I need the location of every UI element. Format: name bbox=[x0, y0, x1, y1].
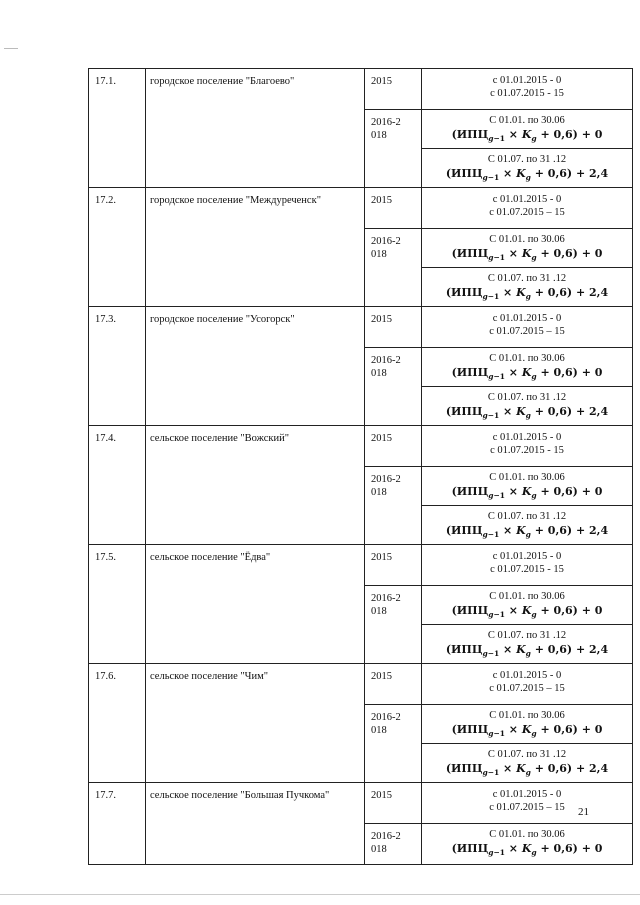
settlement-name: сельское поселение "Ёдва" bbox=[146, 545, 365, 664]
period-line: С 01.07. по 31 .12 bbox=[487, 154, 567, 165]
period-line: С 01.01. по 30.06 bbox=[489, 710, 565, 721]
value-second-half bbox=[422, 268, 633, 307]
settlement-name: сельское поселение "Вожский" bbox=[146, 426, 365, 545]
year-2016-2018: 2016-​2018 bbox=[365, 467, 422, 545]
formula: $(ИПЦ_{g-1} \times K_g + 0,6) + 0$ bbox=[451, 604, 603, 620]
formula: $(ИПЦ_{g-1} \times K_g + 0,6) + 2,4$ bbox=[445, 167, 609, 183]
value-line: с 01.01.2015 - 0 bbox=[492, 75, 562, 86]
value-line: с 01.01.2015 - 0 bbox=[492, 194, 562, 205]
period-line: С 01.01. по 30.06 bbox=[489, 234, 565, 245]
period-line: С 01.01. по 30.06 bbox=[489, 591, 565, 602]
year-2015: 2015 bbox=[365, 188, 422, 229]
value-second-half bbox=[422, 506, 633, 545]
value-second-half bbox=[422, 387, 633, 426]
period-line: С 01.01. по 30.06 bbox=[489, 472, 565, 483]
formula: $(ИПЦ_{g-1} \times K_g + 0,6) + 0$ bbox=[451, 485, 603, 501]
year-2015: 2015 bbox=[365, 783, 422, 824]
value-line: с 01.07.2015 – 15 bbox=[489, 326, 565, 337]
value-second-half bbox=[422, 625, 633, 664]
settlement-name: сельское поселение "Большая Пучкома" bbox=[146, 783, 365, 865]
year-2016-2018: 2016-​2018 bbox=[365, 586, 422, 664]
year-2016-2018: 2016-​2018 bbox=[365, 229, 422, 307]
table-row bbox=[89, 188, 633, 229]
value-line: с 01.07.2015 - 15 bbox=[490, 88, 564, 99]
value-2015 bbox=[422, 664, 633, 705]
value-first-half bbox=[422, 110, 633, 149]
row-number: 17.4. bbox=[89, 426, 146, 545]
page-number: 21 bbox=[578, 806, 589, 818]
year-2015: 2015 bbox=[365, 545, 422, 586]
year-2016-2018: 2016-​2018 bbox=[365, 824, 422, 865]
settlement-name: городское поселение "Благоево" bbox=[146, 69, 365, 188]
value-line: с 01.07.2015 – 15 bbox=[489, 802, 565, 813]
row-number: 17.5. bbox=[89, 545, 146, 664]
table-row bbox=[89, 664, 633, 705]
settlement-name: городское поселение "Усогорск" bbox=[146, 307, 365, 426]
formula: $(ИПЦ_{g-1} \times K_g + 0,6) + 2,4$ bbox=[445, 643, 609, 659]
formula: $(ИПЦ_{g-1} \times K_g + 0,6) + 2,4$ bbox=[445, 286, 609, 302]
value-line: с 01.01.2015 - 0 bbox=[492, 313, 562, 324]
year-2015: 2015 bbox=[365, 664, 422, 705]
value-first-half bbox=[422, 229, 633, 268]
row-number: 17.1. bbox=[89, 69, 146, 188]
value-line: с 01.07.2015 - 15 bbox=[490, 564, 564, 575]
table-row bbox=[89, 783, 633, 824]
year-2016-2018: 2016-​2018 bbox=[365, 705, 422, 783]
period-line: С 01.01. по 30.06 bbox=[489, 829, 565, 840]
value-second-half bbox=[422, 149, 633, 188]
table-row bbox=[89, 307, 633, 348]
value-second-half bbox=[422, 744, 633, 783]
table-row bbox=[89, 426, 633, 467]
table-row bbox=[89, 545, 633, 586]
period-line: С 01.07. по 31 .12 bbox=[487, 273, 567, 284]
value-2015 bbox=[422, 545, 633, 586]
row-number: 17.3. bbox=[89, 307, 146, 426]
year-2016-2018: 2016-​2018 bbox=[365, 110, 422, 188]
value-2015 bbox=[422, 188, 633, 229]
year-2015: 2015 bbox=[365, 69, 422, 110]
period-line: С 01.01. по 30.06 bbox=[489, 353, 565, 364]
value-line: с 01.07.2015 - 15 bbox=[490, 445, 564, 456]
formula: $(ИПЦ_{g-1} \times K_g + 0,6) + 2,4$ bbox=[445, 524, 609, 540]
year-2016-2018: 2016-​2018 bbox=[365, 348, 422, 426]
value-first-half bbox=[422, 824, 633, 865]
settlement-name: сельское поселение "Чим" bbox=[146, 664, 365, 783]
row-number: 17.2. bbox=[89, 188, 146, 307]
formula: $(ИПЦ_{g-1} \times K_g + 0,6) + 0$ bbox=[451, 366, 603, 382]
value-2015 bbox=[422, 783, 633, 824]
value-line: с 01.01.2015 - 0 bbox=[492, 551, 562, 562]
value-line: с 01.01.2015 - 0 bbox=[492, 432, 562, 443]
table-row bbox=[89, 69, 633, 110]
value-line: с 01.01.2015 - 0 bbox=[492, 670, 562, 681]
value-first-half bbox=[422, 705, 633, 744]
value-2015 bbox=[422, 307, 633, 348]
value-line: с 01.07.2015 – 15 bbox=[489, 207, 565, 218]
period-line: С 01.01. по 30.06 bbox=[489, 115, 565, 126]
row-number: 17.7. bbox=[89, 783, 146, 865]
period-line: С 01.07. по 31 .12 bbox=[487, 511, 567, 522]
year-2015: 2015 bbox=[365, 426, 422, 467]
formula: $(ИПЦ_{g-1} \times K_g + 0,6) + 2,4$ bbox=[445, 405, 609, 421]
value-first-half bbox=[422, 586, 633, 625]
value-first-half bbox=[422, 348, 633, 387]
value-2015 bbox=[422, 426, 633, 467]
formula: $(ИПЦ_{g-1} \times K_g + 0,6) + 0$ bbox=[451, 247, 603, 263]
formula: $(ИПЦ_{g-1} \times K_g + 0,6) + 0$ bbox=[451, 128, 603, 144]
value-line: с 01.07.2015 – 15 bbox=[489, 683, 565, 694]
year-2015: 2015 bbox=[365, 307, 422, 348]
period-line: С 01.07. по 31 .12 bbox=[487, 749, 567, 760]
scan-mark bbox=[4, 48, 18, 49]
scan-mark bbox=[0, 894, 640, 895]
formula: $(ИПЦ_{g-1} \times K_g + 0,6) + 2,4$ bbox=[445, 762, 609, 778]
value-line: с 01.01.2015 - 0 bbox=[492, 789, 562, 800]
settlement-name: городское поселение "Междуреченск" bbox=[146, 188, 365, 307]
value-2015 bbox=[422, 69, 633, 110]
tariff-table bbox=[88, 68, 633, 865]
row-number: 17.6. bbox=[89, 664, 146, 783]
period-line: С 01.07. по 31 .12 bbox=[487, 630, 567, 641]
value-first-half bbox=[422, 467, 633, 506]
period-line: С 01.07. по 31 .12 bbox=[487, 392, 567, 403]
formula: $(ИПЦ_{g-1} \times K_g + 0,6) + 0$ bbox=[451, 723, 603, 739]
formula: $(ИПЦ_{g-1} \times K_g + 0,6) + 0$ bbox=[451, 842, 603, 858]
